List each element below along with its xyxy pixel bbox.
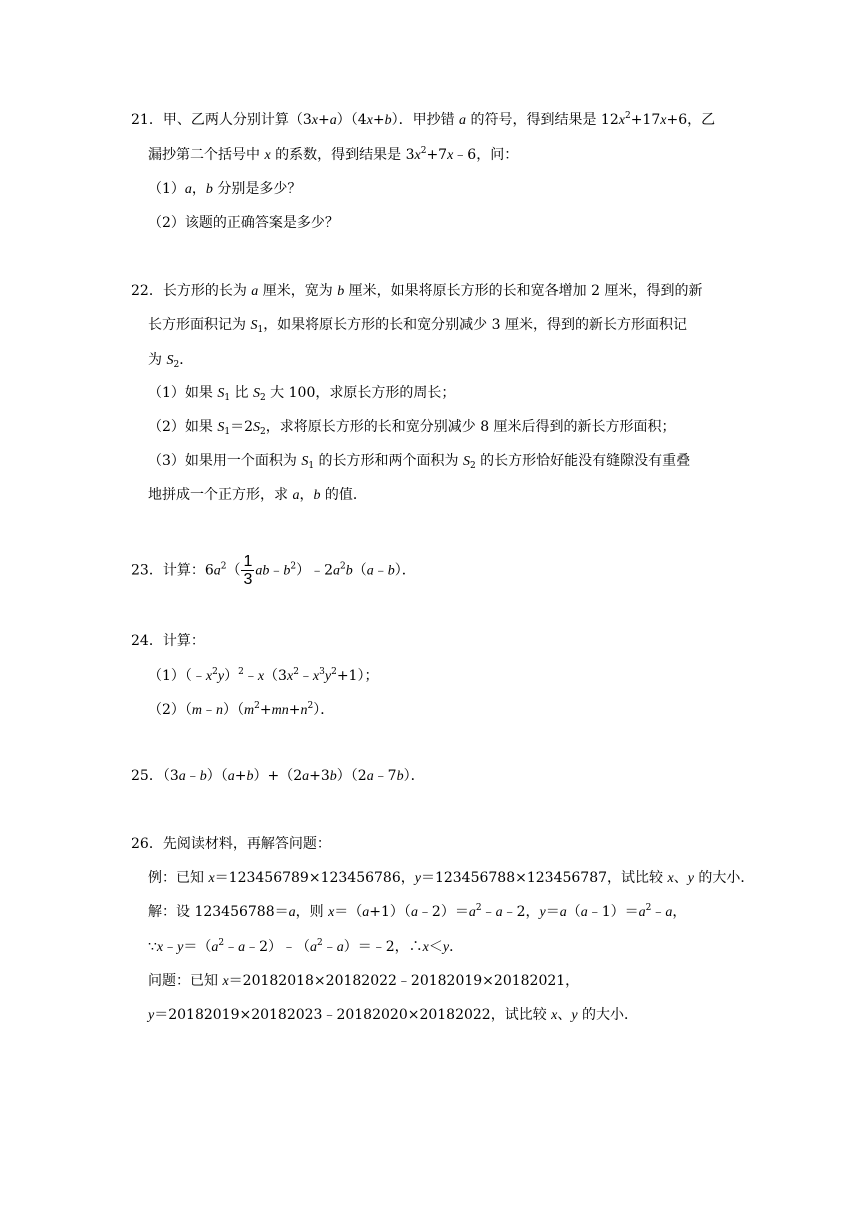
q26-solution-2: $\because x﹣y=(a^2﹣a﹣2)﹣(a^2﹣a)=﹣2$，∴x＜y． <box>148 938 464 955</box>
q21-sub-2: （2）该题的正确答案是多少？ <box>148 215 339 231</box>
q22-sub-1: （1）如果 $S_1$ 比 $S_2$ 大 100，求原长方形的周长； <box>148 385 456 403</box>
q22-line-1: 22．长方形的长为 a 厘米，宽为 b 厘米，如果将原长方形的长和宽各增加 2 厘米，得到的新 <box>131 283 703 299</box>
fraction-one-third <box>241 553 254 588</box>
q24-number: 24． <box>131 633 163 649</box>
q24-sub-2: $(2)(m﹣n)(m^2+mn+n^2)$． <box>148 701 335 718</box>
q22-line-2: 长方形面积记为 $S_1$，如果将原长方形的长和宽分别减少 3 厘米，得到的新长方形面积记 <box>148 317 687 335</box>
fraction-numerator: 1 <box>243 553 253 570</box>
q23-line: 23．计算：$6a^2$（ $\frac{1}{3}$ $ab﹣b^2)﹣2a^2b(a﹣b)$． <box>131 553 416 588</box>
q22-number: 22． <box>131 283 163 299</box>
q22-line-3: 为 $S_2$． <box>148 352 194 370</box>
q22-sub-3: （3）如果用一个面积为 $S_1$ 的长方形和两个面积为 $S_2$ 的长方形恰好能没有缝隙没有重叠 <box>148 453 691 471</box>
q26-example: 例：已知 x＝123456789×123456786，y＝123456788×123456787，试比较 x、y 的大小． <box>148 870 755 886</box>
q24-label: 计算： <box>162 633 205 649</box>
q22-sub-3-cont: 地拼成一个正方形，求 a，b 的值． <box>148 487 367 503</box>
q22-sub-2: （2）如果 $S_1=2S_2$，求将原长方形的长和宽分别减少 8 厘米后得到的新长方形面积； <box>148 419 676 437</box>
q25-line: 25．（3a﹣b）（a+b）+（2a+3b）（2a﹣7b）． <box>131 768 425 784</box>
q26-problem-2: y＝20182019×20182023﹣20182020×20182022，试比较 x、y 的大小． <box>148 1007 639 1023</box>
q26-problem-1: 问题：已知 x＝20182018×20182022﹣20182019×20182021， <box>148 973 580 989</box>
q26-solution-1: 解：设 123456788＝a，则 $x=(a+1)(a﹣2)=a^2﹣a﹣2$，$y=a(a﹣1)=a^2﹣a$， <box>148 903 687 920</box>
q21-line-1: 21．甲、乙两人分别计算（3x+a）（4x+b）．甲抄错 a 的符号，得到结果是 $12x^2+17x+6$，乙 <box>131 111 716 128</box>
q25-number: 25． <box>131 768 163 784</box>
q21-sub-1: （1）a，b 分别是多少？ <box>148 181 302 197</box>
q26-line <box>131 834 331 854</box>
fraction-denominator: 3 <box>243 571 253 588</box>
q21-number: 21． <box>131 112 163 128</box>
q24-sub-1: $(1)(﹣x^2y)^2﹣x(3x^2﹣x^3y^2+1)$； <box>148 667 379 684</box>
q26-intro: 先阅读材料，再解答问题： <box>162 836 331 852</box>
q21-line-2: 漏抄第二个括号中 x 的系数，得到结果是 $3x^2+7x﹣6$，问： <box>148 146 519 163</box>
q24-line <box>131 631 205 651</box>
q26-number: 26． <box>131 836 163 852</box>
q23-number: 23． <box>131 562 163 579</box>
